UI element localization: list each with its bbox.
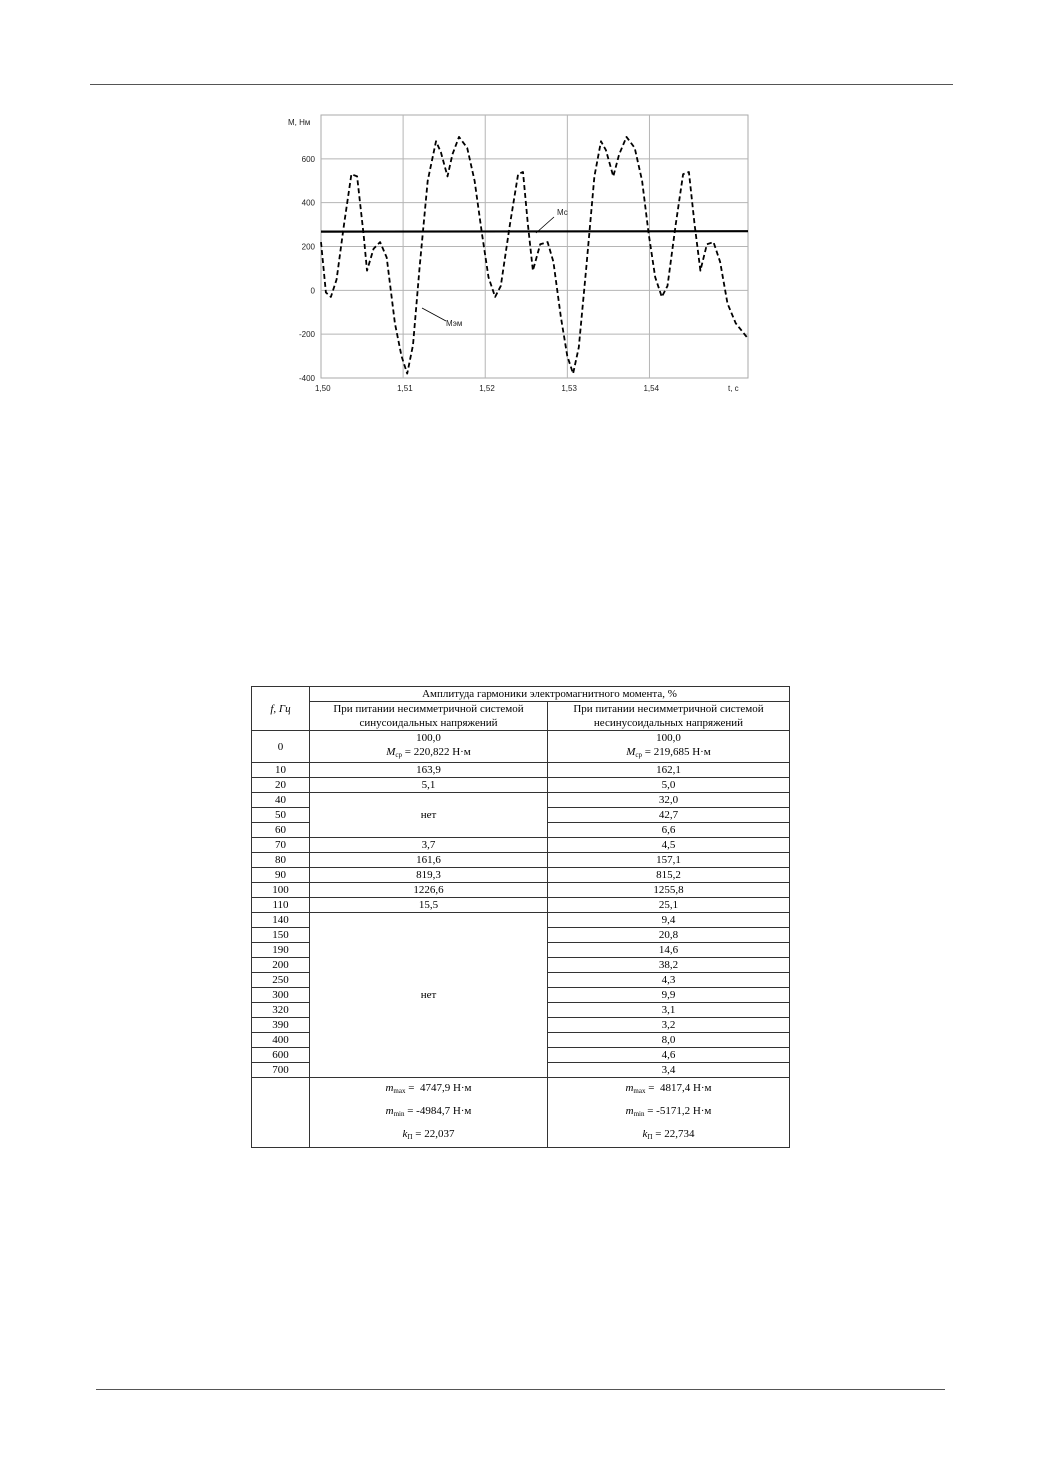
mean-torque-c1	[312, 745, 545, 762]
k-c2	[550, 1124, 787, 1147]
sym: m	[625, 1082, 634, 1094]
cell-c1: 5,1	[310, 778, 548, 793]
cell-c2: 162,1	[548, 763, 790, 778]
cell-f: 0	[252, 731, 310, 763]
val: = -4984,7 Н·м	[404, 1105, 472, 1117]
sym: m	[385, 1082, 394, 1094]
cell-f: 250	[252, 973, 310, 988]
y-tick-label: -400	[298, 374, 315, 383]
cell-f-empty	[252, 1078, 310, 1148]
m-value: = 220,822 Н·м	[402, 746, 471, 758]
y-axis-title: M, Нм	[288, 118, 311, 127]
sub: П	[647, 1133, 653, 1141]
cell-c2: 4,5	[548, 838, 790, 853]
x-axis-title: t, с	[728, 384, 739, 393]
cell-c2: 25,1	[548, 898, 790, 913]
cell-c1: 3,7	[310, 838, 548, 853]
table-row	[252, 883, 790, 898]
cell-f: 110	[252, 898, 310, 913]
cell-f: 80	[252, 853, 310, 868]
cell-c2: 4,6	[548, 1048, 790, 1063]
cell-c1	[310, 731, 548, 763]
y-tick-label: 0	[310, 286, 315, 296]
cell-value: 100,0	[416, 732, 441, 744]
val: = -5171,2 Н·м	[644, 1105, 712, 1117]
mmax-c2	[550, 1078, 787, 1101]
sub: max	[633, 1087, 646, 1095]
y-tick-label: 400	[301, 198, 315, 208]
table-row	[252, 913, 790, 928]
cell-c2: 3,2	[548, 1018, 790, 1033]
m-symbol: M	[626, 746, 636, 758]
cell-f: 150	[252, 928, 310, 943]
cell-c1: 819,3	[310, 868, 548, 883]
table-row	[252, 853, 790, 868]
cell-f: 400	[252, 1033, 310, 1048]
summary-c1	[310, 1078, 548, 1148]
cell-c2: 38,2	[548, 958, 790, 973]
val: = 4817,4 Н·м	[645, 1082, 712, 1094]
table-row	[252, 763, 790, 778]
cell-c2: 8,0	[548, 1033, 790, 1048]
sym: k	[642, 1128, 648, 1140]
table-row	[252, 898, 790, 913]
cell-c2: 14,6	[548, 943, 790, 958]
col1-header-line1: При питании несимметричной системой	[333, 703, 524, 715]
cell-c2: 1255,8	[548, 883, 790, 898]
cell-f: 90	[252, 868, 310, 883]
summary-c2	[548, 1078, 790, 1148]
torque-chart	[270, 105, 760, 400]
cell-c2: 6,6	[548, 823, 790, 838]
x-tick-label: 1,51	[397, 384, 413, 393]
harmonics-table	[251, 686, 790, 1148]
cell-c2: 9,9	[548, 988, 790, 1003]
col1-header	[310, 702, 548, 731]
f-column-header: f, Гц	[252, 687, 310, 731]
cell-c1: 15,5	[310, 898, 548, 913]
table-header-row-1	[252, 687, 790, 702]
y-tick-label: 600	[301, 154, 315, 164]
cell-f: 140	[252, 913, 310, 928]
m-sub: ср	[635, 751, 642, 759]
cell-c1: 1226,6	[310, 883, 548, 898]
cell-f: 50	[252, 808, 310, 823]
table-row	[252, 868, 790, 883]
cell-f: 100	[252, 883, 310, 898]
cell-c2: 20,8	[548, 928, 790, 943]
table-row	[252, 838, 790, 853]
annotation-mc-label: Мс	[557, 208, 568, 217]
cell-c2: 9,4	[548, 913, 790, 928]
cell-none: нет	[310, 793, 548, 838]
val: = 4747,9 Н·м	[405, 1082, 472, 1094]
annotation-mem-label: Мэм	[446, 319, 463, 328]
cell-none: нет	[310, 913, 548, 1078]
cell-value: 100,0	[656, 732, 681, 744]
x-tick-label: 1,52	[479, 384, 495, 393]
x-tick-label: 1,50	[315, 384, 331, 393]
col1-header-line2: синусоидальных напряжений	[359, 717, 498, 729]
cell-f: 20	[252, 778, 310, 793]
mean-torque-c2	[550, 745, 787, 762]
m-value: = 219,685 Н·м	[642, 746, 711, 758]
sym: k	[402, 1128, 408, 1140]
cell-c2: 32,0	[548, 793, 790, 808]
sub: min	[393, 1110, 405, 1118]
k-c1	[312, 1124, 545, 1147]
cell-f: 700	[252, 1063, 310, 1078]
cell-c2: 3,1	[548, 1003, 790, 1018]
cell-f: 320	[252, 1003, 310, 1018]
sub: П	[407, 1133, 413, 1141]
cell-c2: 3,4	[548, 1063, 790, 1078]
cell-f: 70	[252, 838, 310, 853]
table-row	[252, 731, 790, 763]
cell-f: 300	[252, 988, 310, 1003]
col2-header	[548, 702, 790, 731]
col2-header-line1: При питании несимметричной системой	[573, 703, 764, 715]
table-row	[252, 778, 790, 793]
table-row	[252, 793, 790, 808]
val: = 22,037	[412, 1128, 455, 1140]
cell-f: 390	[252, 1018, 310, 1033]
col2-header-line2: несинусоидальных напряжений	[593, 717, 744, 729]
mmin-c2	[550, 1101, 787, 1124]
group-header: Амплитуда гармоники электромагнитного момента, %	[310, 687, 790, 702]
cell-f: 200	[252, 958, 310, 973]
cell-c2: 815,2	[548, 868, 790, 883]
y-tick-label: -200	[298, 330, 315, 340]
sym: m	[625, 1105, 634, 1117]
cell-f: 40	[252, 793, 310, 808]
table-header-row-2	[252, 702, 790, 731]
cell-c2: 5,0	[548, 778, 790, 793]
y-tick-label: 200	[301, 242, 315, 252]
cell-f: 10	[252, 763, 310, 778]
cell-f: 60	[252, 823, 310, 838]
header-rule	[90, 84, 953, 85]
cell-c2	[548, 731, 790, 763]
sub: max	[393, 1087, 406, 1095]
summary-row	[252, 1078, 790, 1148]
cell-c1: 163,9	[310, 763, 548, 778]
x-tick-label: 1,53	[561, 384, 577, 393]
cell-f: 600	[252, 1048, 310, 1063]
cell-f: 190	[252, 943, 310, 958]
m-sub: ср	[395, 751, 402, 759]
mmax-c1	[312, 1078, 545, 1101]
sym: m	[385, 1105, 394, 1117]
x-tick-label: 1,54	[643, 384, 660, 393]
mmin-c1	[312, 1101, 545, 1124]
cell-c2: 4,3	[548, 973, 790, 988]
cell-c1: 161,6	[310, 853, 548, 868]
footer-rule	[96, 1389, 945, 1390]
cell-c2: 157,1	[548, 853, 790, 868]
cell-c2: 42,7	[548, 808, 790, 823]
m-symbol: M	[386, 746, 396, 758]
sub: min	[633, 1110, 645, 1118]
val: = 22,734	[652, 1128, 695, 1140]
